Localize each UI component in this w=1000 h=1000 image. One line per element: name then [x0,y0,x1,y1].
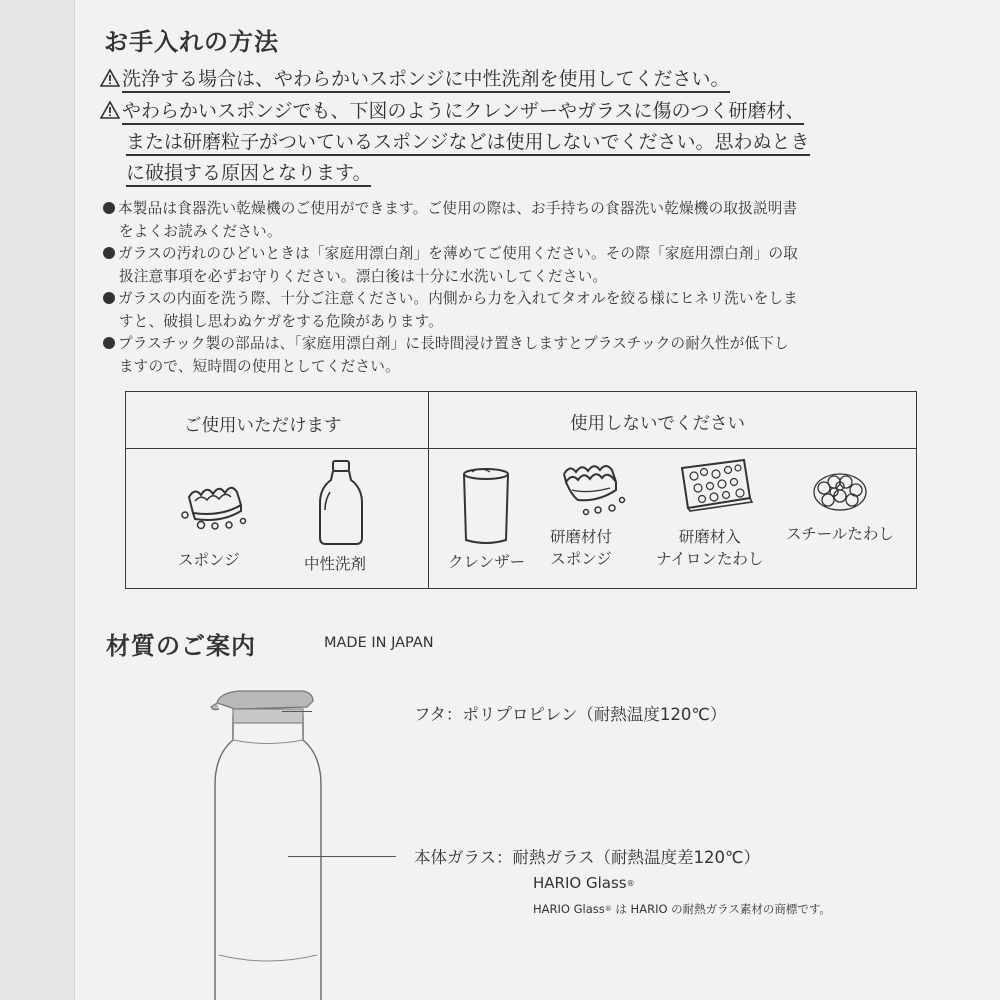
bullet-item-cont: 扱注意事項を必ずお守りください。漂白後は十分に水洗いしてください。 [119,267,608,285]
usage-table [125,391,917,589]
bullet-item: ガラスの汚れのひどいときは「家庭用漂白剤」を薄めてご使用ください。その際「家庭用漂白剤」の取 [103,243,933,266]
table-divider [428,392,429,588]
bullet-item-cont: すと、破損し思わぬケガをする危険があります。 [119,312,444,330]
warning-triangle-icon [100,69,120,87]
ok-header: ご使用いただけます [184,416,342,436]
bullet-item: プラスチック製の部品は、「家庭用漂白剤」に長時間浸け置きしますとプラスチックの耐久性が低下し [103,333,933,356]
care-bullet-list [103,198,933,378]
lid-material: フタ：ポリプロピレン（耐熱温度120℃） [414,705,727,724]
warning-line-4 [126,158,371,189]
warning-line-1 [100,64,730,95]
brand-name: HARIO Glass® [533,874,635,892]
ng-header: 使用しないでください [570,414,745,434]
warning-triangle-icon [100,101,120,119]
ng-item-nylon-scrubber: 研磨材入 ナイロンたわし [656,528,764,568]
bullet-item: ガラスの内面を洗う際、十分ご注意ください。内側から力を入れてタオルを絞る様にヒネリ洗いをしま [103,288,933,311]
warning-text-4: に破損する原因となります。 [126,162,371,187]
sponge-icon [181,475,251,530]
body-leader-line [288,856,396,857]
bullet-item-cont: ますので、短時間の使用としてください。 [119,357,400,375]
warning-line-2 [100,96,804,127]
left-margin-strip [0,0,74,1000]
carafe-illustration [205,685,335,1000]
made-in-label: MADE IN JAPAN [324,635,434,651]
warning-line-3 [126,127,810,158]
bullet-item: 本製品は食器洗い乾燥機のご使用ができます。ご使用の際は、お手持ちの食器洗い乾燥機の取扱説明書 [103,198,933,221]
abrasive-sponge-icon [558,460,630,520]
warning-text-3: または研磨粒子がついているスポンジなどは使用しないでください。思わぬとき [126,131,810,156]
cleanser-can-icon [460,466,512,546]
ok-item-detergent: 中性洗剤 [304,555,367,573]
nylon-scrubber-icon [678,458,754,512]
trademark-note: HARIO Glass® は HARIO の耐熱ガラス素材の商標です。 [533,902,831,916]
lid-leader-line [282,711,312,712]
ok-item-sponge: スポンジ [178,551,240,569]
material-title: 材質のご案内 [106,632,256,660]
steel-wool-icon [810,468,870,516]
ng-item-cleanser: クレンザー [448,553,526,571]
warning-text-2: やわらかいスポンジでも、下図のようにクレンザーやガラスに傷のつく研磨材、 [122,100,804,125]
ng-item-steel-wool: スチールたわし [786,525,894,543]
warning-text-1: 洗浄する場合は、やわらかいスポンジに中性洗剤を使用してください。 [122,68,730,93]
bullet-item-cont: をよくお読みください。 [119,222,282,240]
care-title: お手入れの方法 [104,28,279,56]
ng-item-abrasive-sponge: 研磨材付 スポンジ [550,528,613,568]
detergent-bottle-icon [316,458,366,548]
body-material: 本体ガラス：耐熱ガラス（耐熱温度差120℃） [414,848,761,867]
